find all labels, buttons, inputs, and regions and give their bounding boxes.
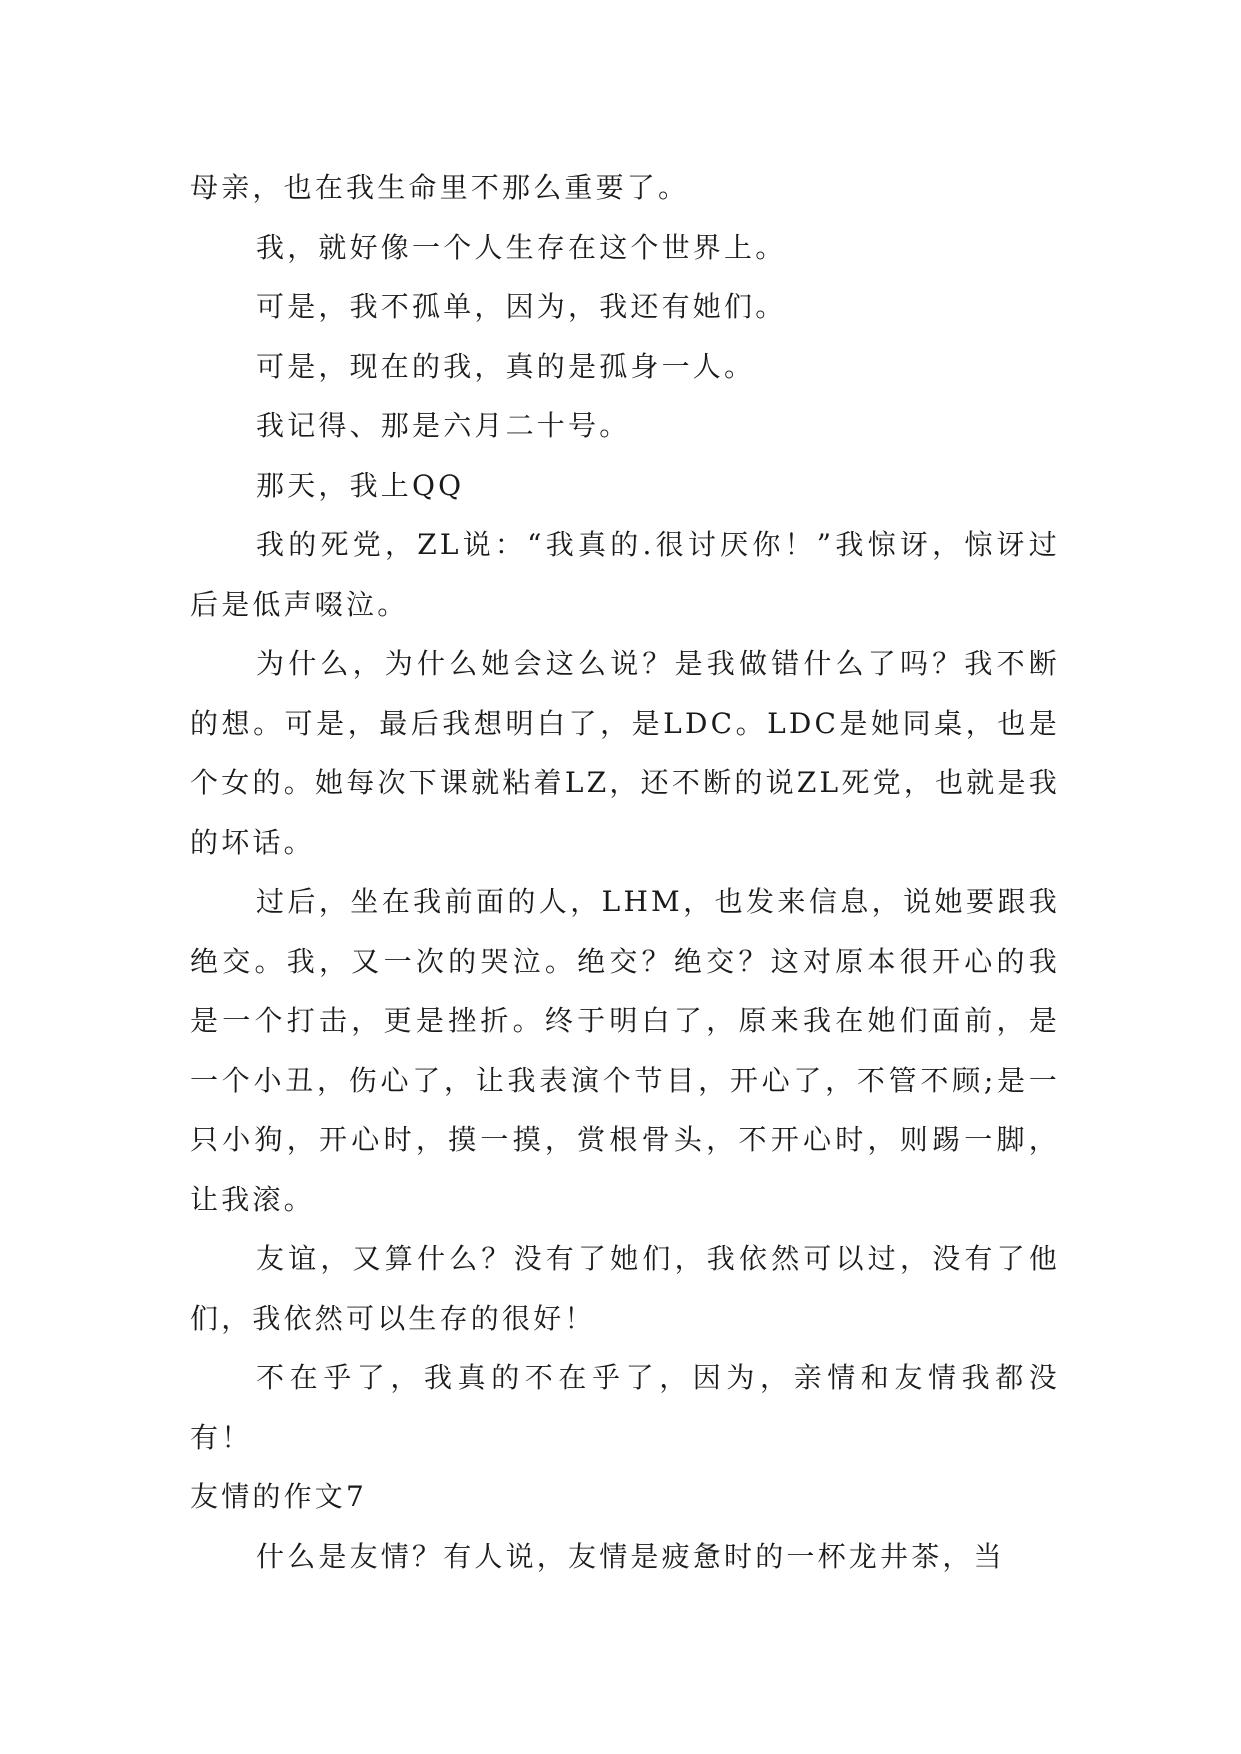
paragraph: 为什么，为什么她会这么说？是我做错什么了吗？我不断的想。可是，最后我想明白了，是LDC。LDC是她同桌，也是个女的。她每次下课就粘着LZ，还不断的说ZL死党，也就是我的坏话。 — [190, 647, 1060, 859]
paragraph: 那天，我上QQ — [256, 468, 465, 502]
paragraph: 什么是友情？有人说，友情是疲惫时的一杯龙井茶，当 — [256, 1539, 1005, 1573]
paragraph: 可是，现在的我，真的是孤身一人。 — [256, 349, 756, 383]
paragraph: 可是，我不孤单，因为，我还有她们。 — [256, 290, 787, 323]
paragraph: 我，就好像一个人生存在这个世界上。 — [256, 230, 787, 264]
paragraph: 过后，坐在我前面的人，LHM，也发来信息，说她要跟我绝交。我，又一次的哭泣。绝交？绝交？这对原本很开心的我是一个打击，更是挫折。终于明白了，原来我在她们面前，是一个小丑，伤心了，让我表演个节目，开心了，不管不顾;是一只小狗，开心时，摸一摸，赏根骨头，不开心时，则踢一脚，让我滚。 — [190, 885, 1060, 1216]
paragraph: 我的死党，ZL说：“我真的.很讨厌你！”我惊讶，惊讶过后是低声啜泣。 — [190, 528, 1060, 621]
paragraph: 不在乎了，我真的不在乎了，因为，亲情和友情我都没有！ — [190, 1361, 1060, 1454]
paragraph: 母亲，也在我生命里不那么重要了。 — [190, 171, 690, 204]
paragraph: 友谊，又算什么？没有了她们，我依然可以过，没有了他们，我依然可以生存的很好！ — [190, 1242, 1060, 1335]
section-heading: 友情的作文7 — [190, 1480, 368, 1513]
paragraph: 我记得、那是六月二十号。 — [256, 409, 631, 442]
document-body — [190, 158, 1060, 1586]
